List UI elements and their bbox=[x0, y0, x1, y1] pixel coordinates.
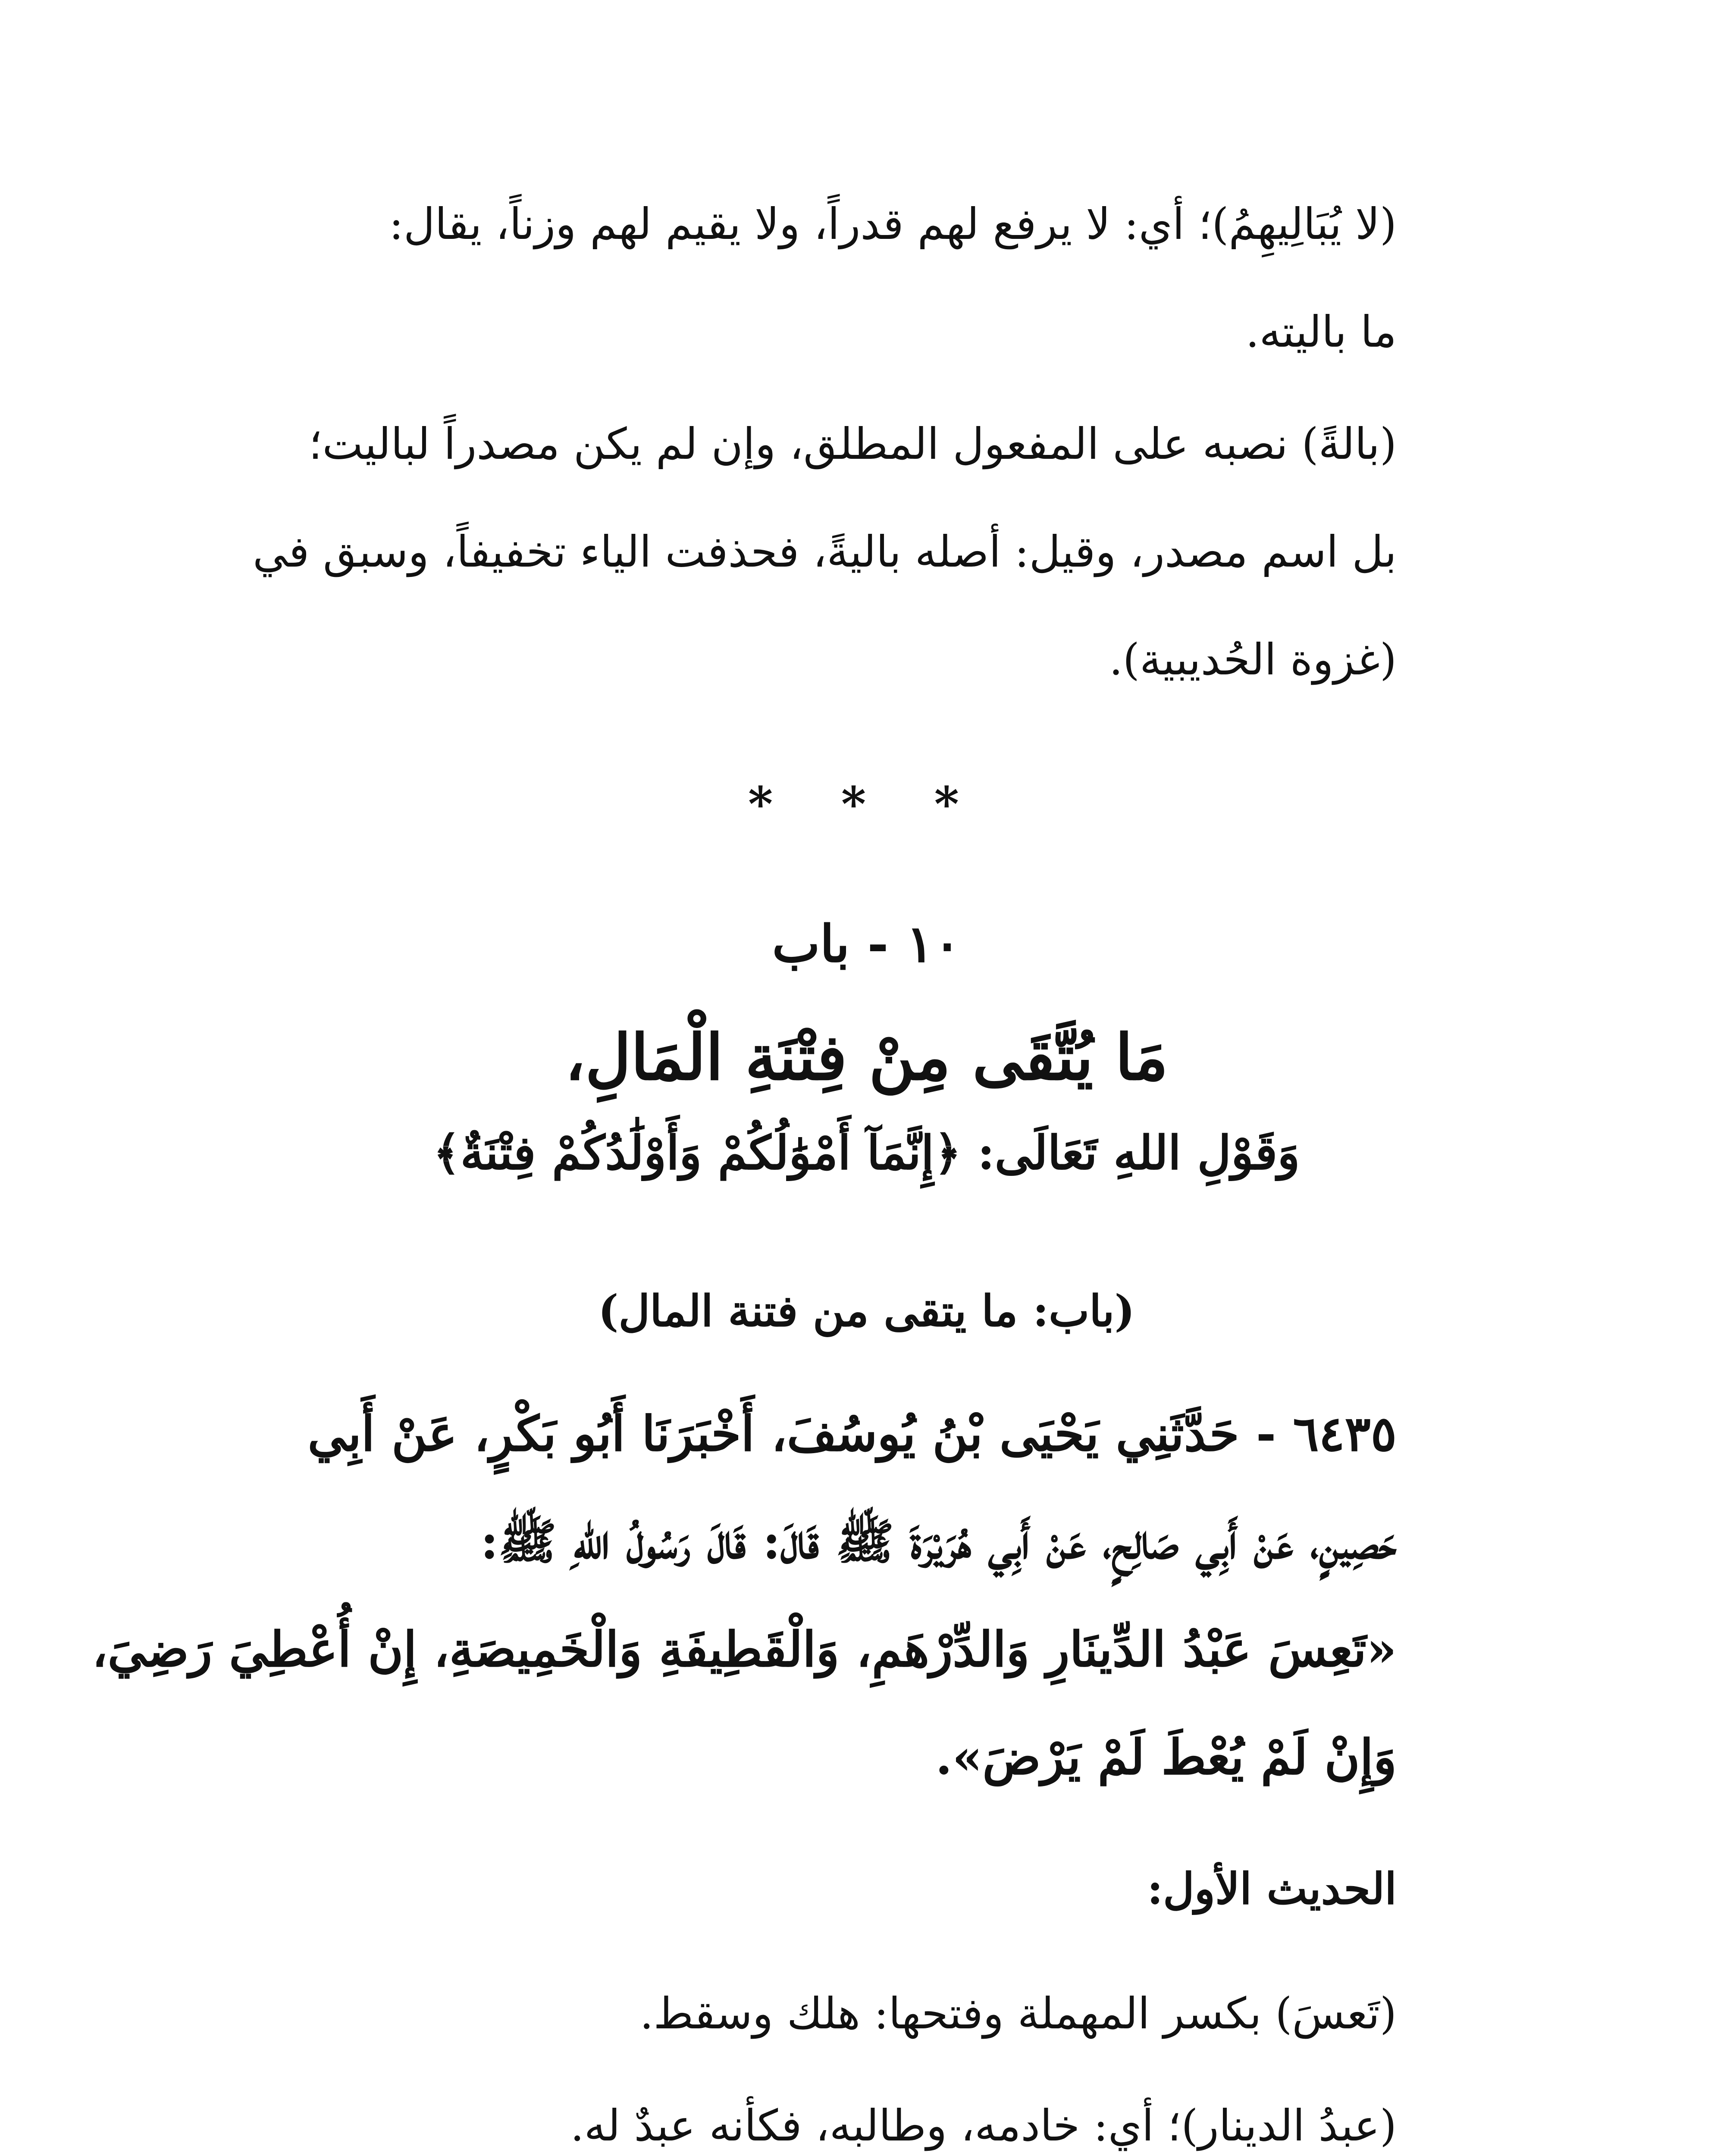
chapter-number: ١٠ - باب bbox=[772, 914, 961, 974]
paragraph-1-line-1: (لا يُبَالِيهِمُ)؛ أي: لا يرفع لهم قدراً، ولا يقيم لهم وزناً، يقال: bbox=[389, 199, 1397, 249]
section-separator: * * * bbox=[748, 776, 985, 832]
commentary-line-1: (تَعسَ) بكسر المهملة وفتحها: هلك وسقط. bbox=[639, 1988, 1397, 2039]
commentary-line-2: (عبدُ الدينار)؛ أي: خادمه، وطالبه، فكأنه عبدٌ له. bbox=[570, 2100, 1397, 2151]
hadith-line-4: وَإِنْ لَمْ يُعْطَ لَمْ يَرْضَ». bbox=[935, 1729, 1397, 1786]
hadith-line-2: حَصِينٍ، عَنْ أَبِي صَالِحٍ، عَنْ أَبِي هُرَيْرَةَ ﷺ قَالَ: قَالَ رَسُولُ اللهِ ﷺ: bbox=[480, 1514, 1397, 1570]
paragraph-2-line-1: (بالةً) نصبه على المفعول المطلق، وإن لم يكن مصدراً لباليت؛ bbox=[308, 419, 1397, 469]
paragraph-2-line-2: بل اسم مصدر، وقيل: أصله باليةً، فحذفت الياء تخفيفاً، وسبق في bbox=[253, 526, 1397, 577]
paragraph-2-line-3: (غزوة الحُديبية). bbox=[1109, 634, 1397, 685]
bab-label: (باب: ما يتقى من فتنة المال) bbox=[598, 1285, 1135, 1336]
hadith-line-3: «تَعِسَ عَبْدُ الدِّينَارِ وَالدِّرْهَمِ، وَالْقَطِيفَةِ وَالْخَمِيصَةِ، إِنْ أُعْطِيَ رَضِيَ، bbox=[92, 1621, 1397, 1678]
chapter-subtitle: وَقَوْلِ اللهِ تَعَالَى: ﴿إِنَّمَآ أَمْوَٰلُكُمْ وَأَوْلَٰدُكُمْ فِتْنَةٌ﴾ bbox=[433, 1126, 1300, 1180]
chapter-title: مَا يُتَّقَى مِنْ فِتْنَةِ الْمَالِ، bbox=[565, 1021, 1168, 1094]
hadith-line-1: ٦٤٣٥ - حَدَّثَنِي يَحْيَى بْنُ يُوسُفَ، أَخْبَرَنَا أَبُو بَكْرٍ، عَنْ أَبِي bbox=[307, 1406, 1397, 1462]
commentary-heading: الحديث الأول: bbox=[1147, 1863, 1397, 1914]
paragraph-1-line-2: ما باليته. bbox=[1245, 307, 1397, 357]
